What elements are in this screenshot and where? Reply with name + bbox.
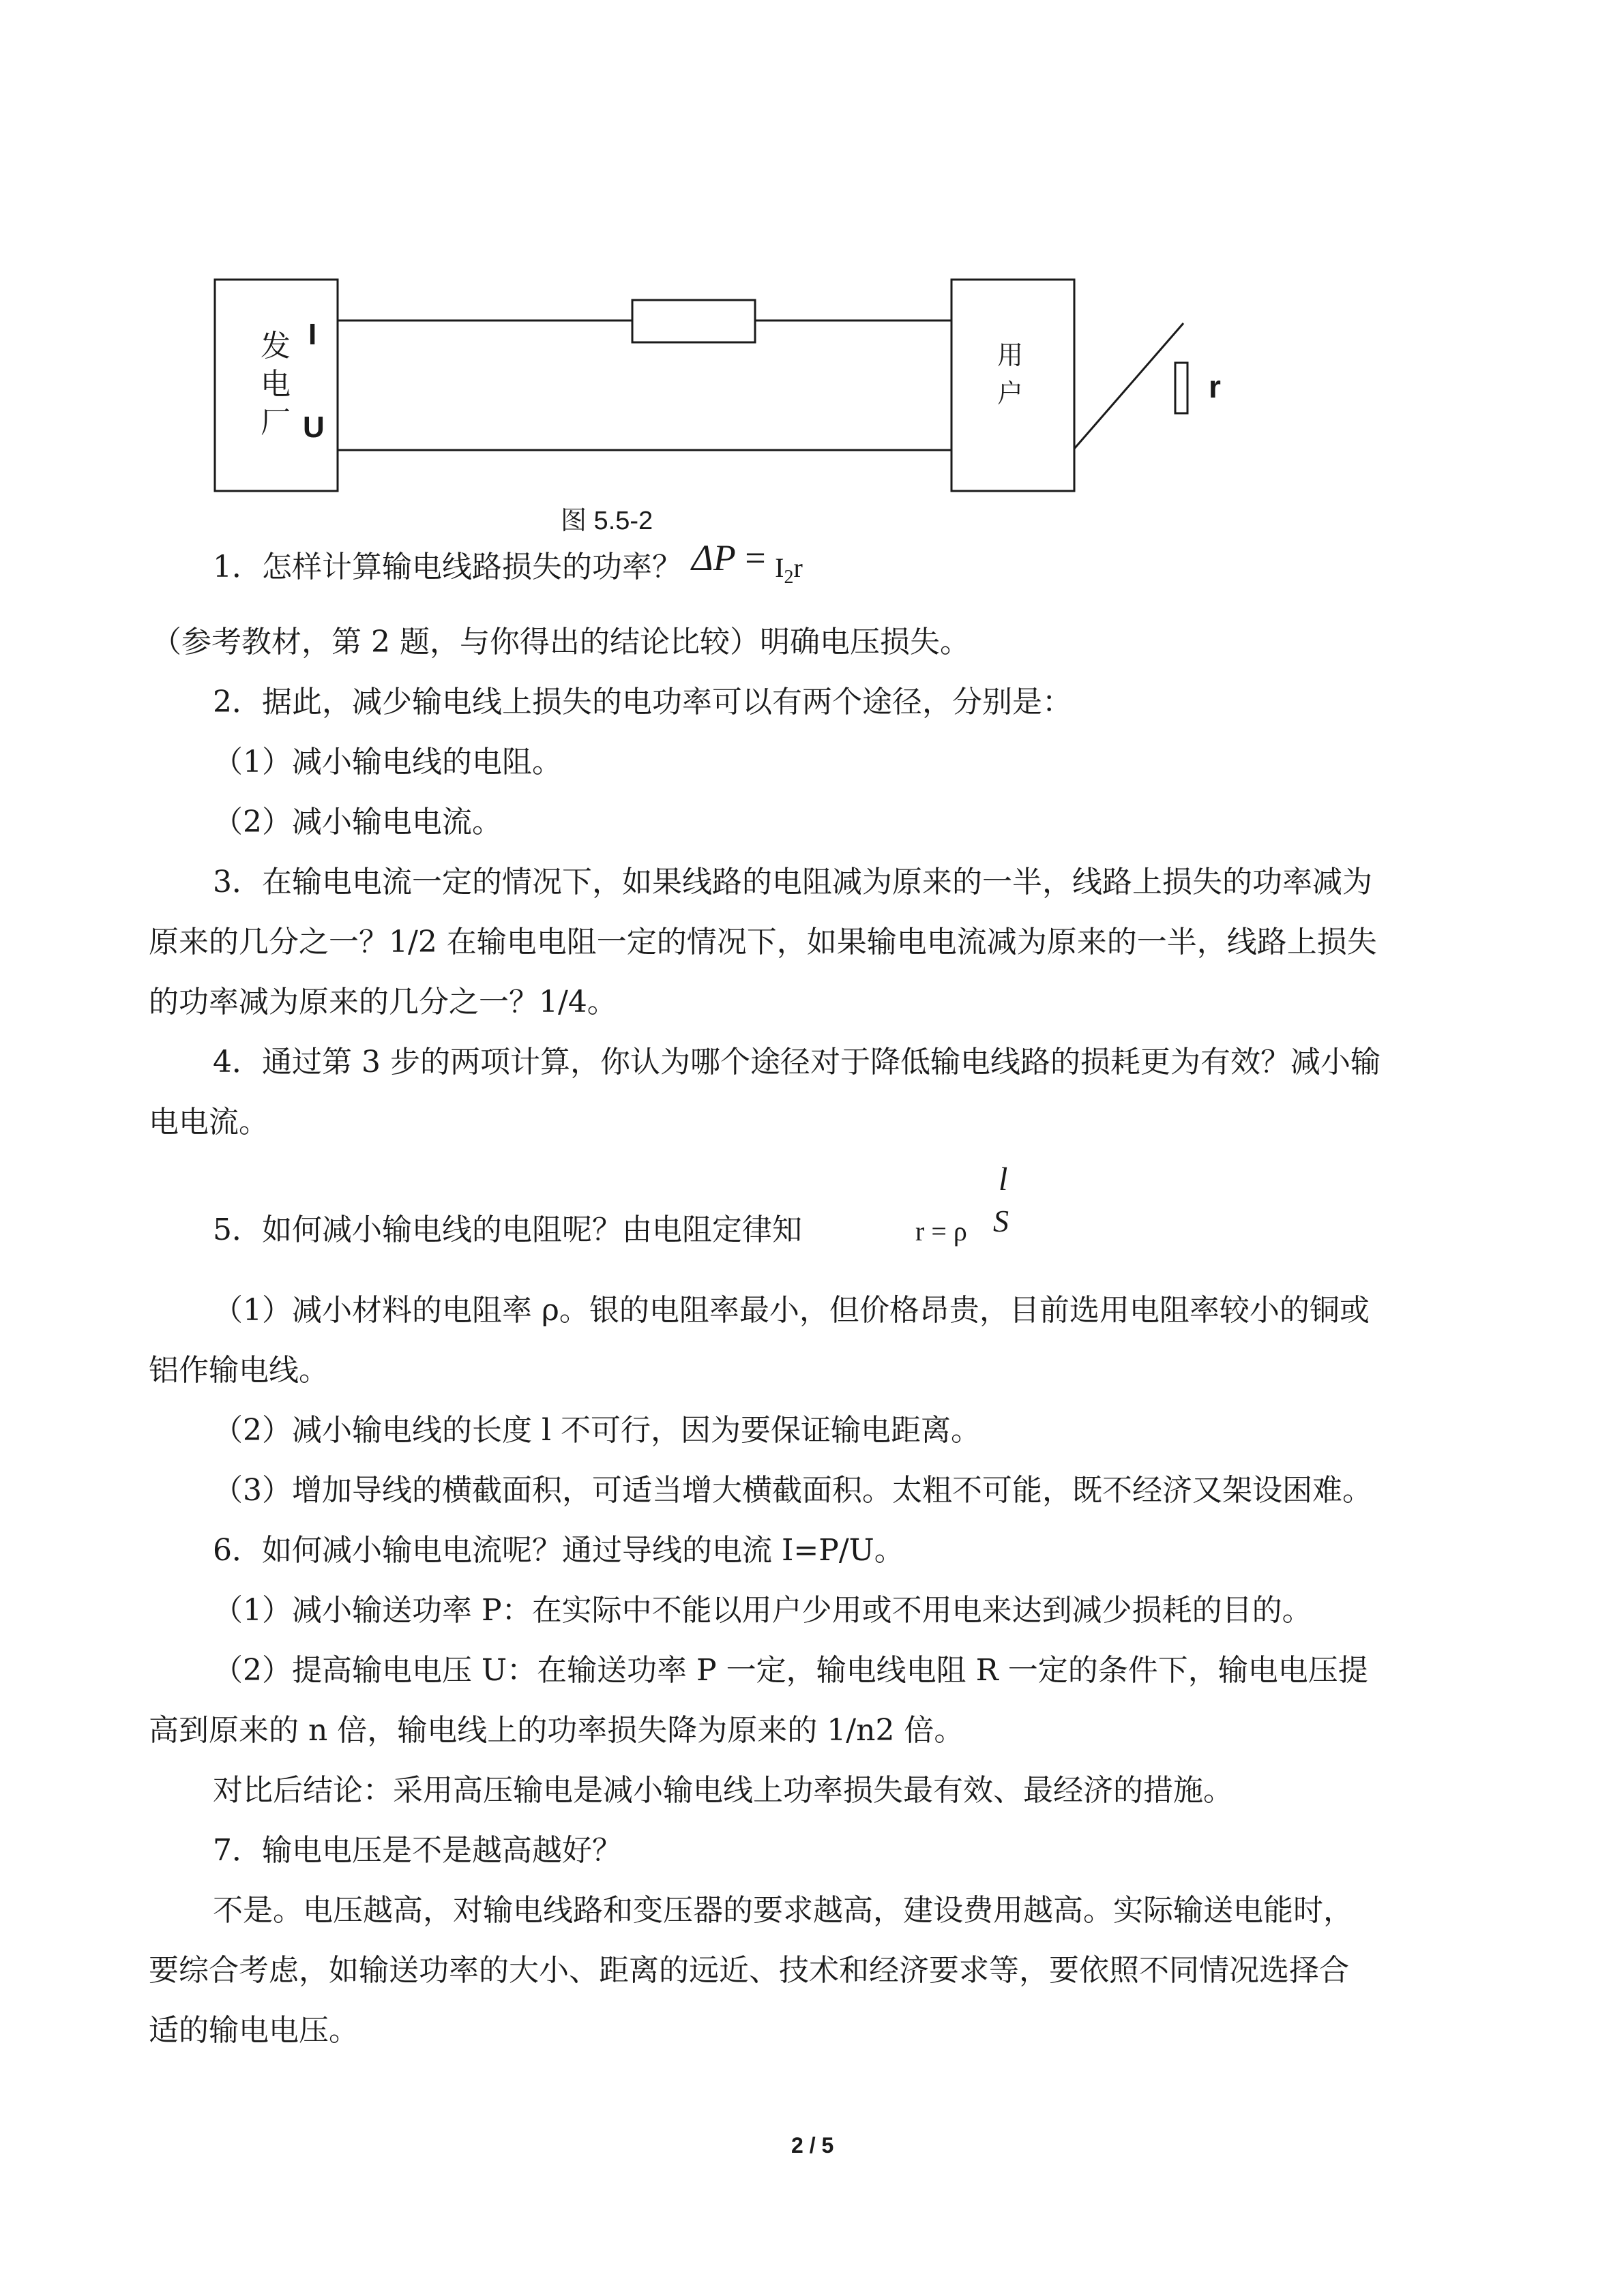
text-line-21: 不是。电压越高，对输电线路和变压器的要求越高，建设费用越高。实际输送电能时，	[213, 1893, 1353, 1928]
text-line-17: （2）提高输电电压 U：在输送功率 P 一定，输电线电阻 R 一定的条件下，输电电压提	[213, 1653, 1368, 1688]
text-line-19: 对比后结论：采用高压输电是减小输电线上功率损失最有效、最经济的措施。	[213, 1773, 1233, 1808]
formula-subscript: 2	[784, 567, 794, 588]
text-line-10: 5．如何减小输电线的电阻呢？由电阻定律知	[213, 1212, 802, 1247]
question-1-text: 1．怎样计算输电线路损失的功率？	[213, 550, 682, 584]
page-number: 2 / 5	[791, 2133, 834, 2158]
text-line-12: 铝作输电线。	[149, 1353, 329, 1388]
plant-char-2: 电	[261, 368, 291, 401]
formula-equals: =	[745, 537, 766, 578]
text-line-5: 3．在输电电流一定的情况下，如果线路的电阻减为原来的一半，线路上损失的功率减为	[213, 865, 1372, 899]
text-line-6: 原来的几分之一？1/2 在输电电阻一定的情况下，如果输电电流减为原来的一半，线路上损失	[149, 925, 1377, 959]
formula-r: r	[793, 552, 803, 583]
formula-i: I	[775, 552, 784, 583]
resistance-formula-denominator: S	[993, 1204, 1009, 1238]
text-line-2: 2．据此，减少输电线上损失的电功率可以有两个途径，分别是：	[213, 685, 1072, 719]
user-diagonal-line	[1074, 323, 1183, 449]
user-char-1: 用	[997, 342, 1024, 370]
text-line-9: 电电流。	[149, 1105, 269, 1139]
text-line-7: 的功率减为原来的几分之一？1/4。	[149, 985, 617, 1019]
circuit-lines	[0, 0, 1624, 546]
voltage-label: U	[303, 411, 325, 444]
small-resistor-r	[1175, 363, 1187, 413]
user-label	[997, 337, 1023, 413]
resistance-formula-lhs: r = ρ	[915, 1216, 967, 1247]
plant-char-3: 厂	[261, 406, 291, 439]
text-line-4: （2）减小输电电流。	[213, 805, 502, 839]
text-line-1: （参考教材，第 2 题，与你得出的结论比较）明确电压损失。	[151, 625, 970, 659]
power-loss-formula	[692, 537, 775, 578]
user-char-2: 户	[997, 380, 1024, 408]
text-line-20: 7．输电电压是不是越高越好？	[213, 1833, 622, 1868]
text-line-13: （2）减小输电线的长度 l 不可行，因为要保证输电距离。	[213, 1413, 981, 1448]
question-1	[213, 537, 803, 598]
text-line-11: （1）减小材料的电阻率 ρ。银的电阻率最小，但价格昂贵，目前选用电阻率较小的铜或	[213, 1293, 1370, 1328]
resistance-formula-numerator: l	[999, 1161, 1008, 1197]
text-line-3: （1）减小输电线的电阻。	[213, 745, 562, 779]
text-line-14: （3）增加导线的横截面积，可适当增大横截面积。太粗不可能，既不经济又架设困难。	[213, 1473, 1372, 1508]
text-line-18: 高到原来的 n 倍，输电线上的功率损失降为原来的 1/n2 倍。	[149, 1713, 964, 1748]
line-resistor	[632, 300, 755, 342]
figure-caption: 图 5.5-2	[561, 507, 653, 535]
text-line-15: 6．如何减小输电电流呢？通过导线的电流 I=P/U。	[213, 1533, 904, 1568]
text-line-22: 要综合考虑，如输送功率的大小、距离的远近、技术和经济要求等，要依照不同情况选择合	[149, 1953, 1349, 1988]
text-line-16: （1）减小输送功率 P：在实际中不能以用户少用或不用电来达到减少损耗的目的。	[213, 1593, 1312, 1628]
text-line-23: 适的输电电压。	[149, 2013, 359, 2048]
power-plant-label	[261, 327, 291, 442]
formula-rhs	[775, 552, 803, 588]
current-label: I	[308, 318, 317, 351]
text-line-8: 4．通过第 3 步的两项计算，你认为哪个途径对于降低输电线路的损耗更为有效？减小输	[213, 1045, 1381, 1079]
plant-char-1: 发	[261, 329, 291, 363]
resistor-r-label: r	[1209, 369, 1221, 404]
formula-delta-p: ΔP	[692, 537, 736, 578]
